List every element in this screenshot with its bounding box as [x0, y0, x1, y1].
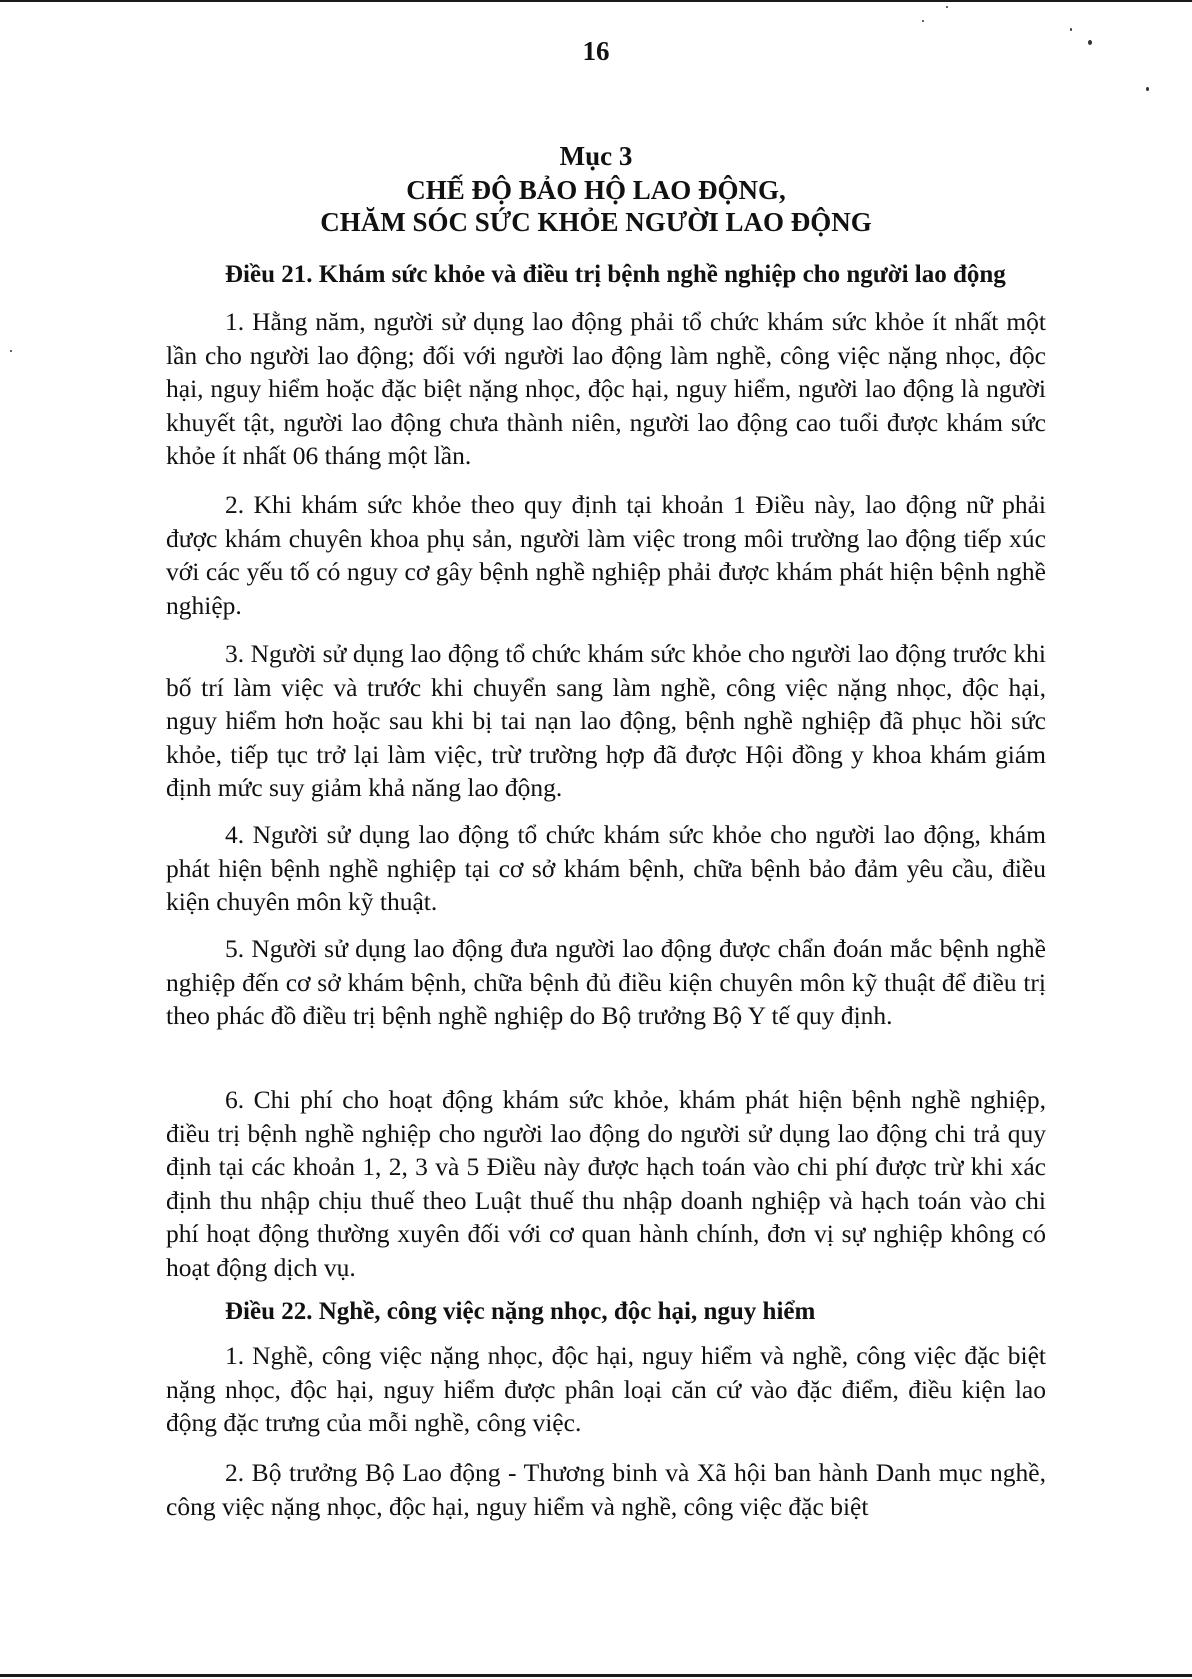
section-label: Mục 3 — [559, 141, 633, 171]
section-title-line-1: CHẾ ĐỘ BẢO HỘ LAO ĐỘNG, — [406, 175, 786, 205]
article-21-clause-5: 5. Người sử dụng lao động đưa người lao động được chẩn đoán mắc bệnh nghề nghiệp đến cơ sở khám bệnh, chữa bệnh đủ điều kiện chuyên môn kỹ thuật để điều trị theo phác đồ điều trị bệnh nghề nghiệp do Bộ trưởng Bộ Y tế quy định. — [166, 934, 1046, 1030]
article-21-title: Điều 21. Khám sức khỏe và điều trị bệnh nghề nghiệp cho người lao động — [225, 261, 1006, 288]
scan-speck — [1146, 87, 1149, 91]
article-21-clause-6: 6. Chi phí cho hoạt động khám sức khỏe, khám phát hiện bệnh nghề nghiệp, điều trị bệnh nghề nghiệp cho người lao động do người sử dụng lao động chi trả quy định tại các khoản 1, 2, 3 và 5 Điều này được hạch toán vào chi phí được trừ khi xác định thu nhập chịu thuế theo Luật thuế thu nhập doanh nghiệp và hạch toán vào chi phí hoạt động thường xuyên đối với cơ quan hành chính, đơn vị sự nghiệp không có hoạt động dịch vụ. — [166, 1085, 1046, 1282]
scan-speck — [10, 350, 12, 352]
scan-speck — [922, 20, 924, 22]
article-21-clause-3: 3. Người sử dụng lao động tổ chức khám sức khỏe cho người lao động trước khi bố trí làm việc và trước khi chuyển sang làm nghề, công việc nặng nhọc, độc hại, nguy hiểm hơn hoặc sau khi bị tai nạn lao động, bệnh nghề nghiệp đã phục hồi sức khỏe, tiếp tục trở lại làm việc, trừ trường hợp đã được Hội đồng y khoa khám giám định mức suy giảm khả năng lao động. — [166, 639, 1046, 802]
scan-speck — [1070, 28, 1072, 31]
section-title-line-2: CHĂM SÓC SỨC KHỎE NGƯỜI LAO ĐỘNG — [320, 207, 872, 237]
page-number: 16 — [582, 36, 610, 66]
scan-speck — [946, 6, 948, 8]
article-22-title: Điều 22. Nghề, công việc nặng nhọc, độc hại, nguy hiểm — [225, 1298, 816, 1325]
article-21-clause-2: 2. Khi khám sức khỏe theo quy định tại khoản 1 Điều này, lao động nữ phải được khám chuyên khoa phụ sản, người làm việc trong môi trường lao động tiếp xúc với các yếu tố có nguy cơ gây bệnh nghề nghiệp phải được khám phát hiện bệnh nghề nghiệp. — [166, 490, 1046, 620]
scan-bottom-edge — [0, 1674, 1192, 1677]
scan-top-edge — [0, 0, 1192, 2]
article-21-clause-4: 4. Người sử dụng lao động tổ chức khám sức khỏe cho người lao động, khám phát hiện bệnh nghề nghiệp tại cơ sở khám bệnh, chữa bệnh bảo đảm yêu cầu, điều kiện chuyên môn kỹ thuật. — [166, 820, 1046, 916]
article-22-clause-1: 1. Nghề, công việc nặng nhọc, độc hại, nguy hiểm và nghề, công việc đặc biệt nặng nhọc, độc hại, nguy hiểm được phân loại căn cứ vào đặc điểm, điều kiện lao động đặc trưng của mỗi nghề, công việc. — [166, 1341, 1046, 1437]
article-21-clause-1: 1. Hằng năm, người sử dụng lao động phải tổ chức khám sức khỏe ít nhất một lần cho người lao động; đối với người lao động làm nghề, công việc nặng nhọc, độc hại, nguy hiểm hoặc đặc biệt nặng nhọc, độc hại, nguy hiểm, người lao động là người khuyết tật, người lao động chưa thành niên, người lao động cao tuổi được khám sức khỏe ít nhất 06 tháng một lần. — [166, 307, 1046, 470]
article-22-clause-2: 2. Bộ trưởng Bộ Lao động - Thương binh và Xã hội ban hành Danh mục nghề, công việc nặng nhọc, độc hại, nguy hiểm và nghề, công việc đặc biệt — [166, 1458, 1046, 1521]
